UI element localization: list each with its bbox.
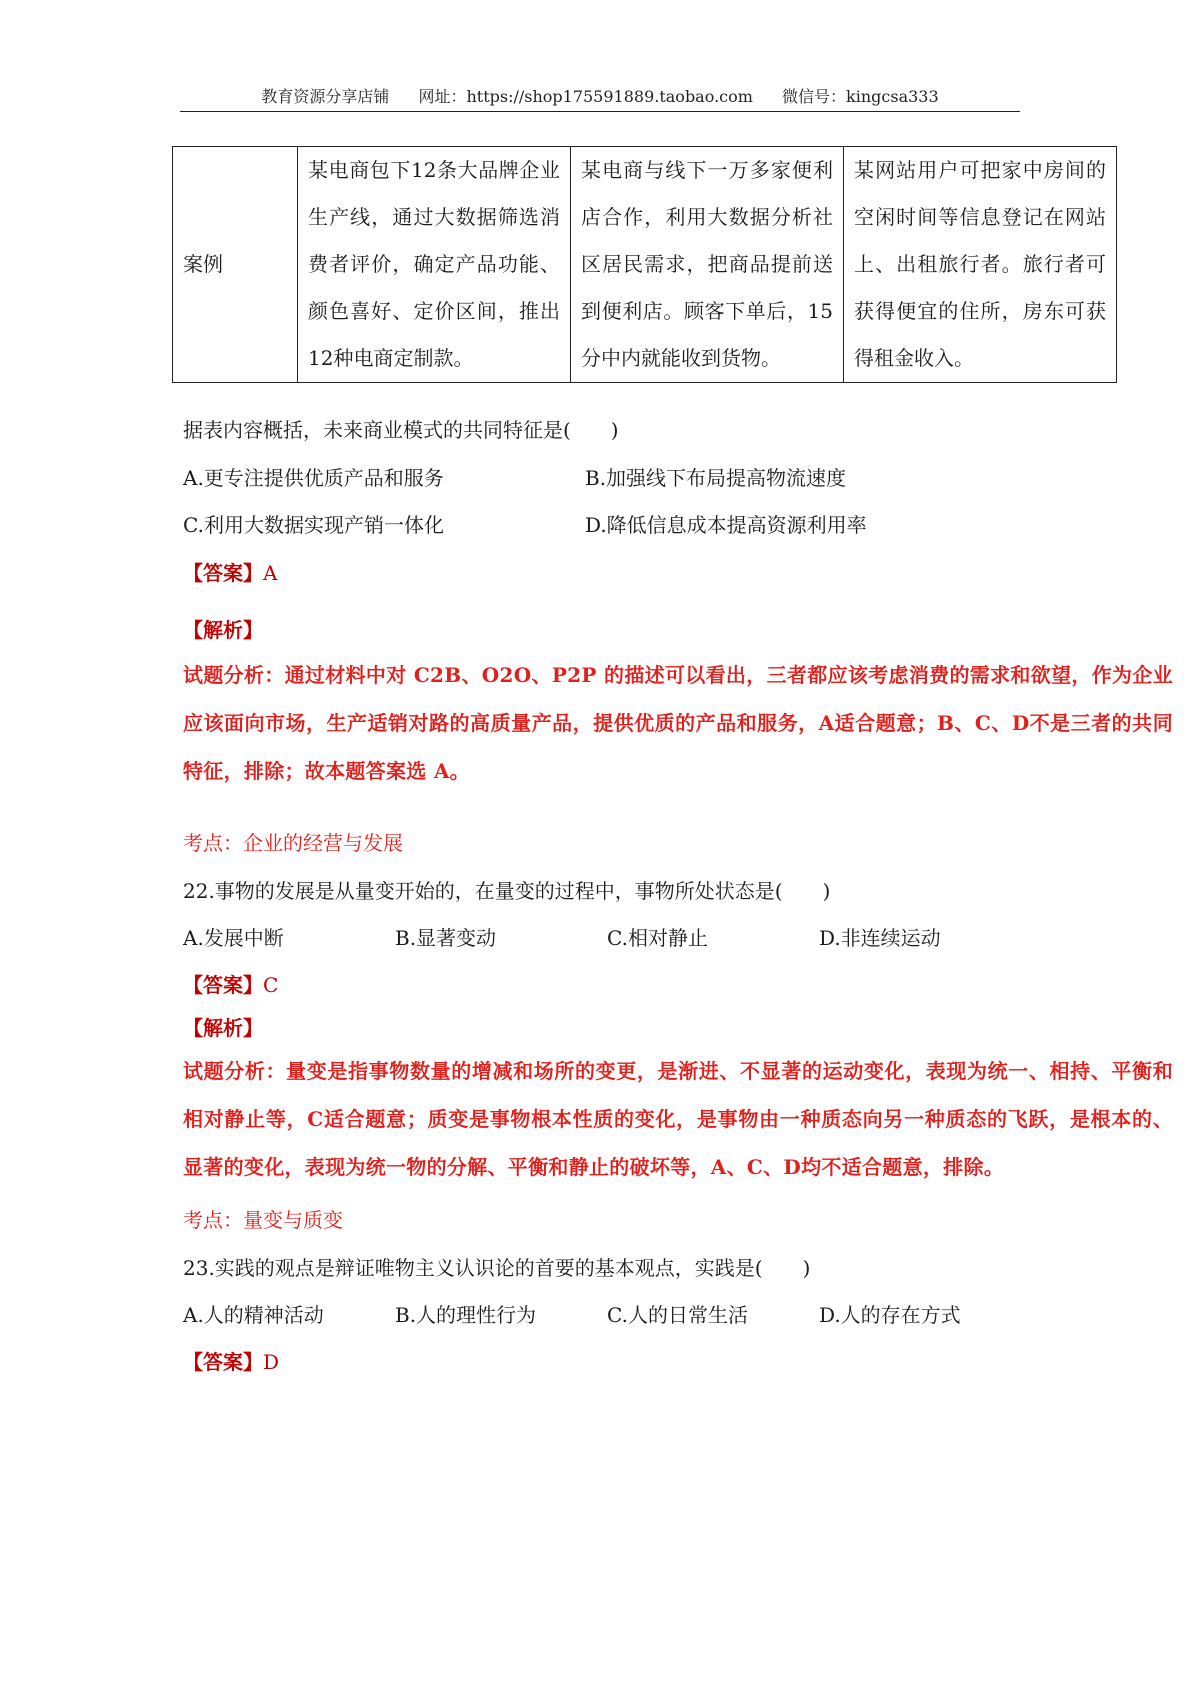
q21-answer-tag: 【答案】 — [183, 561, 263, 585]
q23-answer-tag: 【答案】 — [183, 1350, 263, 1374]
table-label: 案例 — [173, 147, 298, 383]
q23-answer — [183, 1346, 279, 1375]
q21-analysis-tag: 【解析】 — [183, 618, 263, 642]
q22-answer-value: C — [263, 973, 279, 997]
q21-kaodian: 考点：企业的经营与发展 — [183, 831, 403, 855]
q21-analysis — [183, 651, 1173, 795]
q23-stem: 23.实践的观点是辩证唯物主义认识论的首要的基本观点，实践是( ) — [183, 1256, 811, 1280]
q22-option-a: A.发展中断 — [183, 926, 284, 950]
q22-analysis — [183, 1047, 1173, 1191]
table-cell-2: 某电商与线下一万多家便利店合作，利用大数据分析社区居民需求，把商品提前送到便利店。顾客下单后，15分中内就能收到货物。 — [571, 147, 844, 383]
q22-stem: 22.事物的发展是从量变开始的，在量变的过程中，事物所处状态是( ) — [183, 879, 831, 903]
q21-stem: 据表内容概括，未来商业模式的共同特征是( ) — [183, 418, 619, 442]
q22-option-c: C.相对静止 — [607, 926, 708, 950]
page-header — [180, 84, 1020, 107]
q21-answer — [183, 557, 277, 586]
q21-option-a: A.更专注提供优质产品和服务 — [183, 466, 444, 490]
table-row — [173, 147, 1117, 383]
q21-option-d: D.降低信息成本提高资源利用率 — [585, 513, 867, 537]
q23-option-a: A.人的精神活动 — [183, 1303, 324, 1327]
q22-analysis-heading — [183, 1012, 263, 1041]
q21-option-c: C.利用大数据实现产销一体化 — [183, 513, 444, 537]
header-wechat: 微信号：kingcsa333 — [782, 87, 939, 106]
q22-option-b: B.显著变动 — [395, 926, 497, 950]
table-cell-1: 某电商包下12条大品牌企业生产线，通过大数据筛选消费者评价，确定产品功能、颜色喜好、定价区间，推出12种电商定制款。 — [298, 147, 571, 383]
q21-option-b: B.加强线下布局提高物流速度 — [585, 466, 847, 490]
case-table — [172, 146, 1117, 383]
q21-answer-value: A — [263, 561, 278, 585]
q22-analysis-tag: 【解析】 — [183, 1016, 263, 1040]
q22-kaodian: 考点：量变与质变 — [183, 1208, 343, 1232]
q23-answer-value: D — [263, 1350, 280, 1374]
table-cell-3: 某网站用户可把家中房间的空闲时间等信息登记在网站上、出租旅行者。旅行者可获得便宜的住所，房东可获得租金收入。 — [844, 147, 1117, 383]
header-divider — [180, 111, 1020, 112]
q23-option-d: D.人的存在方式 — [819, 1303, 961, 1327]
q22-answer-tag: 【答案】 — [183, 973, 263, 997]
q21-analysis-text: 试题分析：通过材料中对 C2B、O2O、P2P 的描述可以看出，三者都应该考虑消费的需求和欲望，作为企业应该面向市场，生产适销对路的高质量产品，提供优质的产品和服务，A适合题意；B、C、D不是三者的共同特征，排除；故本题答案选 A。 — [183, 663, 1173, 783]
q23-option-c: C.人的日常生活 — [607, 1303, 748, 1327]
q23-option-b: B.人的理性行为 — [395, 1303, 537, 1327]
q22-option-d: D.非连续运动 — [819, 926, 941, 950]
q21-analysis-heading — [183, 614, 263, 643]
q22-answer — [183, 969, 278, 998]
header-url: 网址：https://shop175591889.taobao.com — [418, 87, 753, 106]
q22-analysis-text: 试题分析：量变是指事物数量的增减和场所的变更，是渐进、不显著的运动变化，表现为统一、相持、平衡和相对静止等，C适合题意；质变是事物根本性质的变化，是事物由一种质态向另一种质态的飞跃，是根本的、显著的变化，表现为统一物的分解、平衡和静止的破坏等，A、C、D均不适合题意，排除。 — [183, 1059, 1173, 1179]
header-shop: 教育资源分享店铺 — [261, 87, 390, 106]
